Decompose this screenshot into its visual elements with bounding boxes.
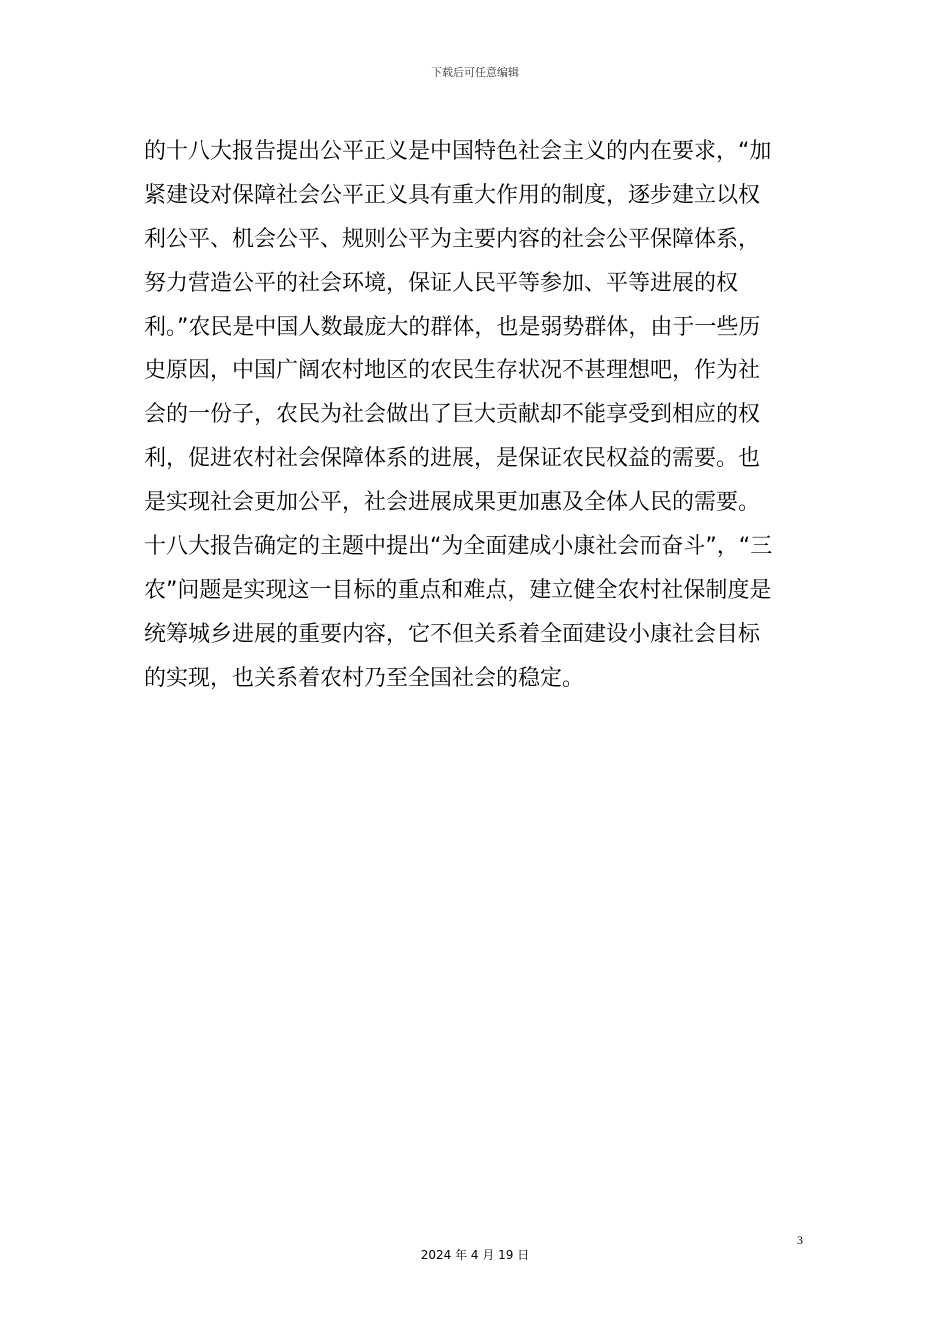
text-line: 努力营造公平的社会环境，保证人民平等参加、平等进展的权 [144,270,739,296]
page-header: 下载后可任意编辑 [431,66,519,79]
text-line: 的十八大报告提出公平正义是中国特色社会主义的内在要求，“加 [144,139,772,164]
text-line: 的实现，也关系着农村乃至全国社会的稳定。 [144,665,585,691]
text-line: 紧建设对保障社会公平正义具有重大作用的制度，逐步建立以权 [144,182,761,208]
text-line: 会的一份子，农民为社会做出了巨大贡献却不能享受到相应的权 [144,402,761,428]
page-number: 3 [797,1233,803,1247]
body-paragraph [144,130,808,701]
text-line: 是实现社会更加公平，社会进展成果更加惠及全体人民的需要。 [144,490,761,516]
text-line: 统筹城乡进展的重要内容，它不但关系着全面建设小康社会目标 [144,621,761,647]
text-line: 十八大报告确定的主题中提出“为全面建成小康社会而奋斗”，“三 [144,534,773,560]
text-line: 利。”农民是中国人数最庞大的群体，也是弱势群体，由于一些历 [144,314,761,340]
text-line: 利公平、机会公平、规则公平为主要内容的社会公平保障体系， [144,226,761,252]
page-footer-date: 2024 年 4 月 19 日 [420,1248,530,1262]
text-line: 史原因，中国广阔农村地区的农民生存状况不甚理想吧，作为社 [144,358,761,384]
text-line: 农”问题是实现这一目标的重点和难点，建立健全农村社保制度是 [144,577,772,603]
text-line: 利，促进农村社会保障体系的进展，是保证农民权益的需要。也 [144,446,761,472]
